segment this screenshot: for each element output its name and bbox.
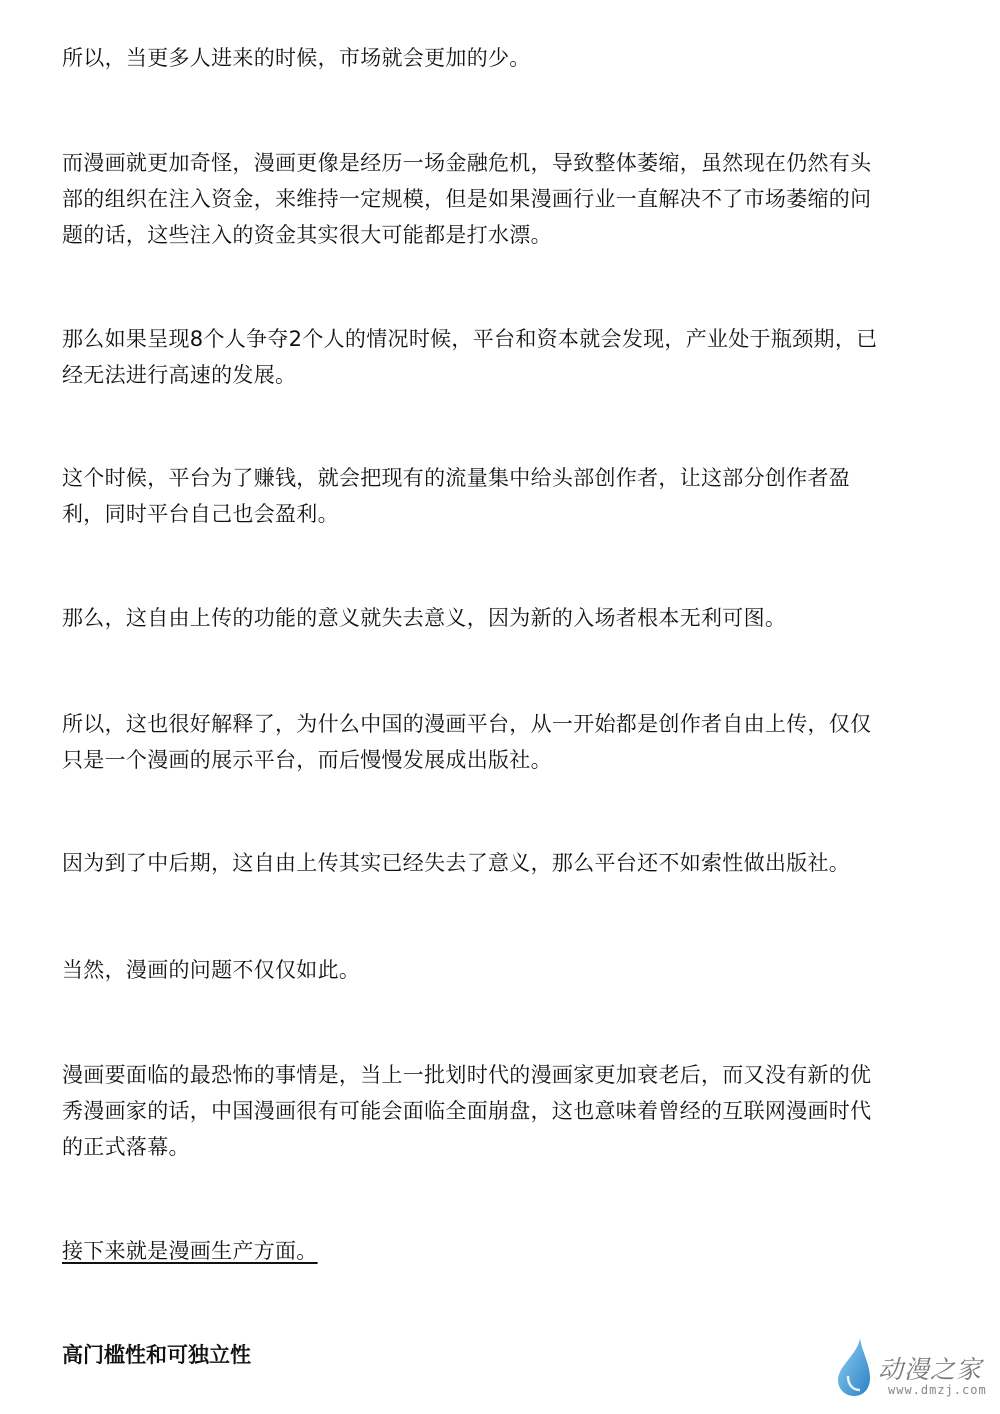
text-line: 接下来就是漫画生产方面。 xyxy=(62,1239,318,1263)
paragraph-10-underlined xyxy=(62,1233,942,1269)
text-line: 经无法进行高速的发展。 xyxy=(62,363,297,387)
paragraph-4 xyxy=(62,460,942,532)
text-line: 只是一个漫画的展示平台，而后慢慢发展成出版社。 xyxy=(62,748,552,772)
text-line: 漫画要面临的最恐怖的事情是，当上一批划时代的漫画家更加衰老后，而又没有新的优 xyxy=(62,1063,872,1087)
paragraph-1 xyxy=(62,40,942,76)
text-line: 这个时候，平台为了赚钱，就会把现有的流量集中给头部创作者，让这部分创作者盈 xyxy=(62,466,851,490)
text-line: 那么，这自由上传的功能的意义就失去意义，因为新的入场者根本无利可图。 xyxy=(62,606,787,630)
watermark xyxy=(830,1336,990,1406)
paragraph-3 xyxy=(62,321,942,393)
text-line: 因为到了中后期，这自由上传其实已经失去了意义，那么平台还不如索性做出版社。 xyxy=(62,851,851,875)
text-line: 秀漫画家的话，中国漫画很有可能会面临全面崩盘，这也意味着曾经的互联网漫画时代 xyxy=(62,1099,872,1123)
text-line: 当然，漫画的问题不仅仅如此。 xyxy=(62,958,361,982)
paragraph-8 xyxy=(62,952,942,988)
watermark-url: www.dmzj.com xyxy=(888,1383,987,1397)
paragraph-6 xyxy=(62,706,942,778)
paragraph-7 xyxy=(62,845,942,881)
text-line: 部的组织在注入资金，来维持一定规模，但是如果漫画行业一直解决不了市场萎缩的问 xyxy=(62,187,872,211)
text-line: 那么如果呈现8个人争夺2个人的情况时候，平台和资本就会发现，产业处于瓶颈期，已 xyxy=(62,327,878,351)
text-line: 的正式落幕。 xyxy=(62,1135,190,1159)
text-line: 所以，这也很好解释了，为什么中国的漫画平台，从一开始都是创作者自由上传，仅仅 xyxy=(62,712,872,736)
paragraph-2 xyxy=(62,145,942,253)
text-line: 所以，当更多人进来的时候，市场就会更加的少。 xyxy=(62,46,531,70)
text-line: 利，同时平台自己也会盈利。 xyxy=(62,502,339,526)
water-drop-logo-icon xyxy=(830,1336,874,1398)
text-line: 而漫画就更加奇怪，漫画更像是经历一场金融危机，导致整体萎缩，虽然现在仍然有头 xyxy=(62,151,872,175)
section-heading: 高门槛性和可独立性 xyxy=(62,1343,251,1367)
text-line: 题的话，这些注入的资金其实很大可能都是打水漂。 xyxy=(62,223,552,247)
watermark-text: 动漫之家 xyxy=(878,1355,983,1384)
paragraph-5 xyxy=(62,600,942,636)
paragraph-9 xyxy=(62,1057,942,1165)
